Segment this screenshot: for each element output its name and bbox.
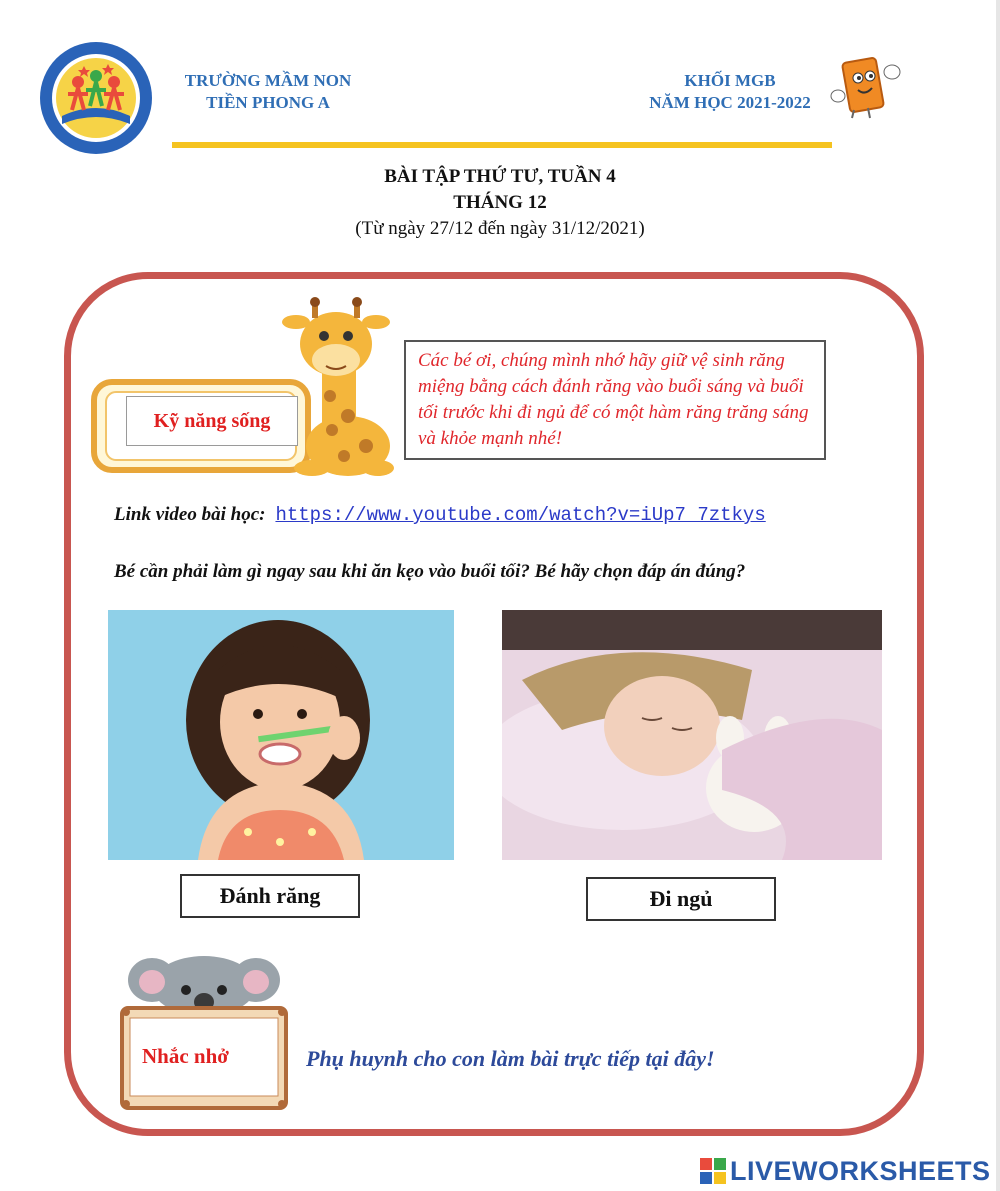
school-logo — [38, 40, 154, 156]
grade-line: KHỐI MGB — [684, 71, 776, 90]
parent-instruction: Phụ huynh cho con làm bài trực tiếp tại đây! — [306, 1046, 715, 1071]
book-mascot-icon — [828, 52, 904, 122]
school-name — [168, 70, 368, 114]
life-skills-label: Kỹ năng sống — [126, 396, 298, 446]
worksheet-date-range: (Từ ngày 27/12 đến ngày 31/12/2021) — [355, 218, 645, 239]
girl-brushing-teeth-photo — [108, 610, 454, 860]
video-link-label: Link video bài học: — [114, 504, 266, 525]
video-link[interactable]: https://www.youtube.com/watch?v=iUp7 7ztkys — [275, 504, 766, 526]
video-link-row — [114, 504, 914, 526]
grade-info — [630, 70, 830, 114]
question-text: Bé cần phải làm gì ngay sau khi ăn kẹo vào buổi tối? Bé hãy chọn đáp án đúng? — [114, 561, 746, 582]
answer-go-to-sleep[interactable]: Đi ngủ — [586, 877, 776, 921]
liveworksheets-brand — [700, 1154, 1000, 1188]
giraffe-sign-illustration — [86, 296, 396, 478]
worksheet-month: THÁNG 12 — [453, 192, 547, 213]
liveworksheets-logo-icon — [700, 1158, 726, 1184]
school-name-line2: TIỀN PHONG A — [206, 93, 330, 112]
skill-message: Các bé ơi, chúng mình nhớ hãy giữ vệ sinh răng miệng bằng cách đánh răng vào buổi sáng và buổi tối trước khi đi ngủ để có một hàm răng trăng sáng và khỏe mạnh nhé! — [404, 340, 826, 460]
school-name-line1: TRƯỜNG MẦM NON — [184, 71, 352, 90]
answer-brush-teeth[interactable]: Đánh răng — [180, 874, 360, 918]
girl-sleeping-photo — [502, 610, 882, 860]
page-edge — [996, 0, 1000, 1191]
school-year-line: NĂM HỌC 2021-2022 — [649, 93, 811, 112]
liveworksheets-wordmark: LIVEWORKSHEETS — [730, 1155, 991, 1186]
reminder-label: Nhắc nhở — [142, 1043, 229, 1068]
worksheet-title: BÀI TẬP THỨ TƯ, TUẦN 4 — [384, 166, 616, 187]
header-divider — [172, 142, 832, 148]
